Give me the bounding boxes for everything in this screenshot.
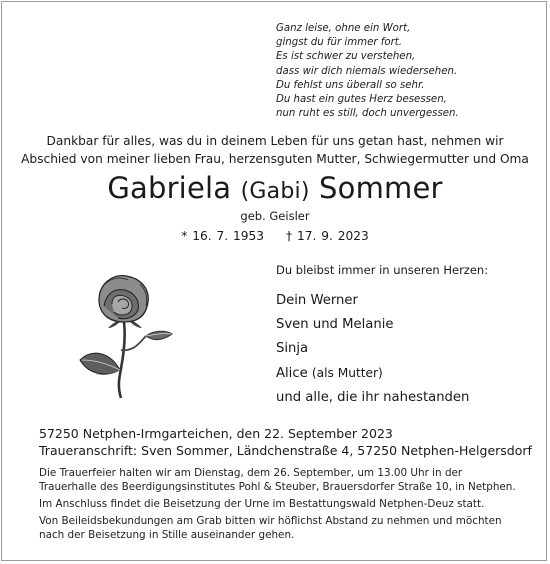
note-paragraph: Im Anschluss findet die Beisetzung der Urne im Bestattungswald Netphen-Deuz statt. (39, 498, 485, 510)
date: den 22. September 2023 (236, 426, 393, 441)
note-paragraph: Die Trauerfeier halten wir am Dienstag, dem 26. September, um 13.00 Uhr in der Trauerhalle des Beerdigungsinstitutes Pohl & Steuber, Brauersdorfer Straße 10, in Netphen. (39, 467, 516, 493)
note-paragraph: Von Beileidsbekundungen am Grab bitten wir höflichst Abstand zu nehmen und möchten nach der Beisetzung in Stille auseinander gehen. (39, 515, 502, 541)
mourner-note: (als Mutter) (311, 366, 383, 380)
poem-line: dass wir dich niemals wiedersehen. (276, 65, 458, 77)
poem-line: gingst du für immer fort. (276, 37, 403, 49)
place: 57250 Netphen-Irmgarteichen, (39, 426, 233, 441)
mourning-address-label: Traueranschrift: (39, 443, 138, 458)
mourning-address-value: Sven Sommer, Ländchenstraße 4, 57250 Netphen-Helgersdorf (141, 443, 532, 458)
mourner-line: Sinja (276, 341, 309, 356)
mourners-list (276, 289, 469, 410)
first-name: Gabriela (107, 171, 232, 205)
mourner-line: und alle, die ihr nahestanden (276, 390, 470, 405)
poem-line: nun ruht es still, doch unvergessen. (276, 108, 459, 120)
last-name: Sommer (319, 171, 443, 205)
intro-line-1: Dankbar für alles, was du in deinem Leben für uns getan hast, nehmen wir (46, 134, 504, 148)
mourner-line: Dein Werner (276, 293, 358, 308)
mourner-name: Alice (276, 366, 308, 381)
mourner-line: Sven und Melanie (276, 317, 394, 332)
mourning-address (39, 442, 532, 459)
place-date (39, 425, 532, 442)
funeral-notes (39, 466, 517, 545)
heart-line: Du bleibst immer in unseren Herzen: (276, 263, 489, 277)
mourner-line (276, 361, 469, 386)
life-dates (0, 228, 550, 244)
birth-name: geb. Geisler (240, 209, 310, 223)
address-block (39, 425, 532, 459)
rose-icon (74, 270, 174, 400)
poem-line: Es ist schwer zu verstehen, (276, 51, 416, 63)
intro-line-2: Abschied von meiner lieben Frau, herzensguten Mutter, Schwiegermutter und Oma (21, 151, 529, 166)
death-date: † 17. 9. 2023 (286, 229, 369, 243)
intro-text (0, 133, 550, 168)
poem-line: Du fehlst uns überall so sehr. (276, 79, 425, 91)
birth-date: * 16. 7. 1953 (181, 229, 264, 243)
poem-line: Ganz leise, ohne ein Wort, (276, 23, 411, 34)
poem-line: Du hast ein gutes Herz besessen, (276, 94, 447, 106)
poem (276, 22, 506, 121)
deceased-name (0, 170, 550, 210)
nickname: (Gabi) (240, 179, 310, 204)
